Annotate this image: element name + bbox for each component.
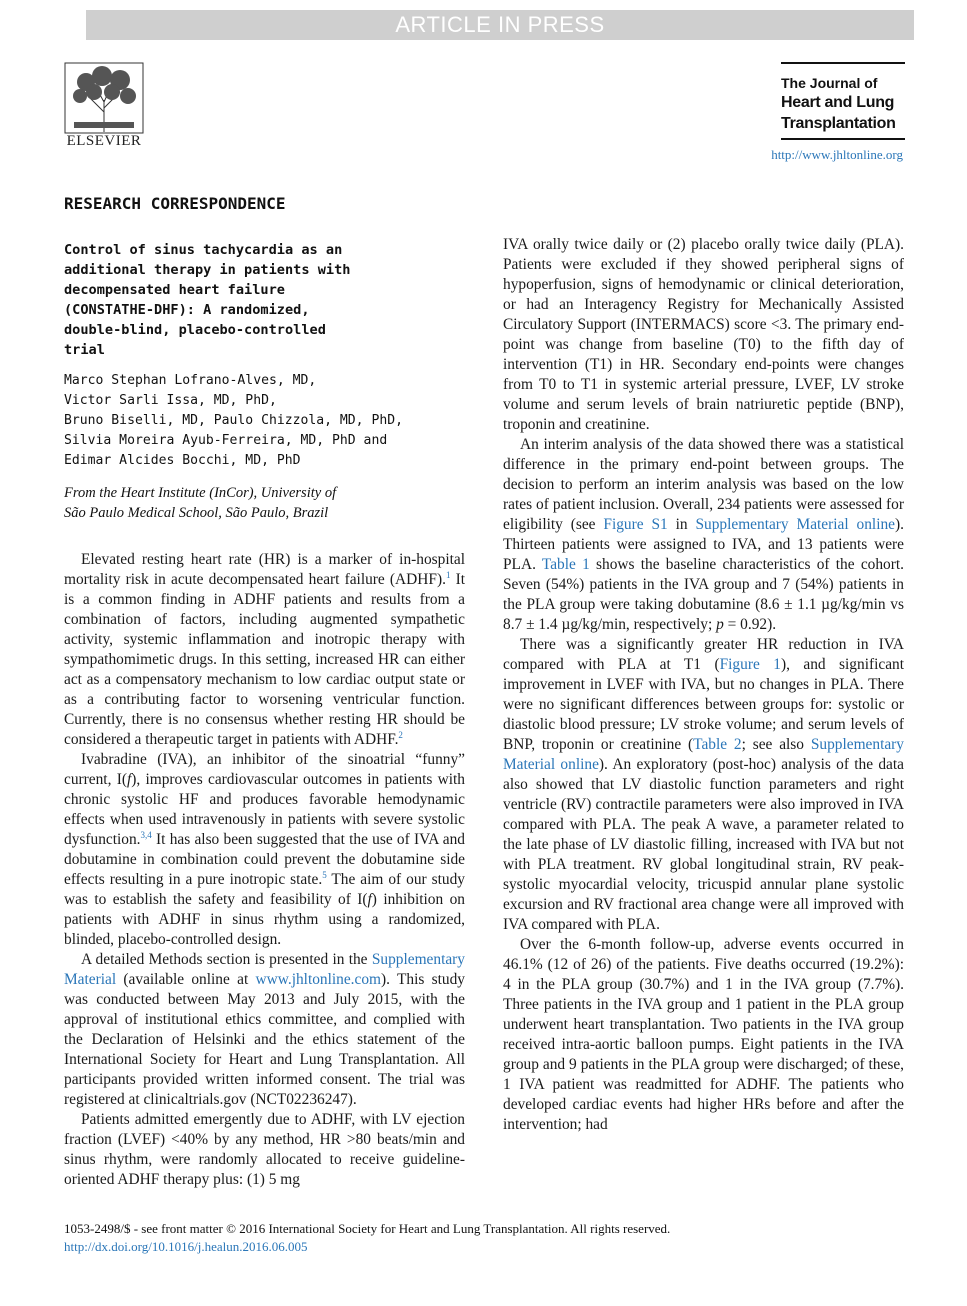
body-paragraph: [64, 950, 465, 1110]
text-run: An interim analysis of the data showed there was a statistical difference in the primary end-point between groups. The decision to perform an interim analysis was based on the low rates of patient inclusion. Overall, 234 patients were assessed for eligibility (see: [503, 436, 904, 533]
text-run: IVA orally twice daily or (2) placebo orally twice daily (PLA). Patients were excluded if they showed peripheral signs of hypoperfusion, signs of hemodynamic or clinical deterioration, or had an Interagency Registry for Mechanically Assisted Circulatory Support (INTERMACS) score <3. The primary end-point was change from baseline (T0) to the fifth day of intervention (T1) in HR. Secondary end-points were changes from T0 to T1 in systemic arterial pressure, LVEF, LV stroke volume and serum levels of brain natriuretic peptide (BNP), troponin and creatinine.: [503, 236, 904, 433]
text-run: ), improves cardiovascular outcomes in patients with chronic systolic HF and produces favorable hemodynamic effects when used intravenously in patients with severe systolic dysfunction.: [64, 771, 465, 848]
author-line: Silvia Moreira Ayub-Ferreira, MD, PhD and: [64, 433, 388, 448]
table-1-link[interactable]: Table 1: [541, 556, 590, 573]
body-paragraph: [503, 435, 904, 635]
supplementary-material-link[interactable]: Supplementary Material: [64, 951, 465, 988]
text-run: shows the baseline characteristics of the cohort. Seven (54%) patients in the IVA group and 7 (54%) patients in the PLA group were taking dobutamine (8.6 ± 1.1 µg/kg/min vs 8.7 ± 1.4 µg/kg/min, respectively;: [503, 556, 904, 633]
reference-link[interactable]: 1: [445, 570, 451, 580]
title-line: decompensated heart failure: [64, 282, 285, 298]
body-paragraph: [64, 550, 465, 750]
title-line: Control of sinus tachycardia as an: [64, 242, 343, 258]
supplementary-material-online-link[interactable]: Supplementary Material online: [695, 516, 895, 533]
body-paragraph: [503, 235, 904, 435]
supplementary-material-online-link[interactable]: Supplementary Material online: [503, 736, 904, 773]
text-run: Over the 6-month follow-up, adverse events occurred in 46.1% (12 of 26) of the patients. Five deaths occurred (19.2%): 4 in the PLA group (30.7%) and 1 in the IVA group (7.7%). Three patients in the IVA group and 1 patient in the PLA group underwent heart transplantation. Two patients in the IVA group received intra-aortic balloon pumps. Eight patients in the IVA group and 9 patients in the PLA group were discharged; of these, 1 IVA patient was readmitted for ADHF. The patients who developed cardiac events had higher HRs before and after the intervention; had: [503, 936, 904, 1133]
reference-link[interactable]: 3,4: [140, 830, 152, 840]
title-line: (CONSTATHE-DHF): A randomized,: [64, 302, 310, 318]
text-run: There was a significantly greater HR reduction in IVA compared with PLA at T1 (: [503, 636, 904, 673]
text-run: in: [667, 516, 696, 533]
right-body-text: [503, 235, 904, 1135]
reference-link[interactable]: 2: [398, 730, 403, 740]
text-run: ; see also: [741, 736, 811, 753]
author-line: Victor Sarli Issa, MD, PhD,: [64, 393, 277, 408]
body-paragraph: [503, 635, 904, 935]
affiliation-line: São Paulo Medical School, São Paulo, Brazil: [64, 505, 329, 521]
publisher-name: ELSEVIER: [66, 133, 142, 149]
doi-link[interactable]: http://dx.doi.org/10.1016/j.healun.2016.06.005: [64, 1239, 308, 1254]
italic-symbol: f: [126, 771, 132, 788]
journal-url-link[interactable]: http://www.jhltonline.org: [771, 147, 903, 162]
text-run: ) inhibition on patients with ADHF in sinus rhythm using a randomized, blinded, placebo-controlled design.: [64, 891, 465, 948]
affiliation: [64, 483, 465, 523]
journal-title-line-3: Transplantation: [781, 115, 896, 132]
text-run: ). Thirteen patients were assigned to IVA, and 13 patients were PLA.: [503, 516, 904, 573]
journal-title-line-1: The Journal of: [781, 75, 878, 91]
figure-s1-link[interactable]: Figure S1: [603, 516, 668, 533]
text-run: ). This study was conducted between May 2013 and July 2015, with the approval of institutional ethics committee, and complied with the Declaration of Helsinki and the ethics statement of the International Society for Heart and Lung Transplantation. All participants provided written informed consent. The trial was registered at clinicaltrials.gov (NCT02236247).: [64, 971, 465, 1108]
figure-1-link[interactable]: Figure 1: [719, 656, 781, 673]
copyright-line: 1053-2498/$ - see front matter © 2016 International Society for Heart and Lung Transplantation. All rights reserved.: [64, 1221, 671, 1236]
journal-title-line-2: Heart and Lung: [781, 94, 895, 111]
author-line: Bruno Biselli, MD, Paulo Chizzola, MD, PhD,: [64, 413, 403, 428]
text-run: Elevated resting heart rate (HR) is a marker of in-hospital mortality risk in acute decompensated heart failure (ADHF).: [64, 551, 465, 588]
page-footer: [64, 1220, 904, 1256]
affiliation-line: From the Heart Institute (InCor), University of: [64, 485, 337, 501]
left-column: [64, 240, 465, 1190]
text-run: It is a common finding in ADHF patients and results from a combination of factors, including augmented sympathetic activity, systemic inflammation and inotropic therapy with sympathomimetic drugs. In this setting, increased HR can either act as a compensatory mechanism to low cardiac output state or as a contributing factor to worsening ventricular function. Currently, there is no consensus whether resting HR should be considered a therapeutic target in patients with ADHF.: [64, 571, 466, 748]
author-line: Marco Stephan Lofrano-Alves, MD,: [64, 373, 317, 388]
text-run: Patients admitted emergently due to ADHF, with LV ejection fraction (LVEF) <40% by any method, HR >80 beats/min and sinus rhythm, were randomly allocated to receive guideline-oriented ADHF therapy plus: (1) 5 mg: [64, 1111, 465, 1188]
table-2-link[interactable]: Table 2: [693, 736, 742, 753]
jhltonline-link[interactable]: www.jhltonline.com: [255, 971, 382, 988]
author-list: [64, 371, 465, 471]
text-run: Ivabradine (IVA), an inhibitor of the sinoatrial “funny” current, I(: [64, 751, 465, 788]
reference-link[interactable]: 5: [322, 870, 327, 880]
journal-masthead: [781, 62, 905, 140]
text-run: The aim of our study was to establish the safety and feasibility of I(: [64, 871, 465, 908]
italic-symbol: f: [367, 891, 372, 908]
section-label: RESEARCH CORRESPONDENCE: [64, 194, 286, 213]
italic-symbol: p: [716, 616, 724, 633]
text-run: = 0.92).: [723, 616, 777, 633]
article-title: [64, 240, 364, 360]
right-column: [503, 235, 904, 1135]
text-run: ), and significant improvement in LVEF with IVA, but no changes in PLA. There were no significant differences between groups for: systolic or diastolic blood pressure; LV stroke volume; and serum levels of BNP, troponin or creatinine (: [503, 656, 905, 753]
text-run: It has also been suggested that the use of IVA and dobutamine in combination could prevent the dobutamine side effects resulting in a pure inotropic state.: [64, 831, 465, 888]
text-run: ). An exploratory (post-hoc) analysis of the data also showed that LV diastolic function parameters and right ventricle (RV) contractile parameters were also improved in IVA compared with PLA. The peak A wave, a parameter related to the late phase of LV diastolic filling, increased with IVA but not with PLA treatment. RV global longitudinal strain, RV peak-systolic myocardial velocity, tricuspid annular plane systolic excursion and RV fractional area change were all improved with IVA compared with PLA.: [503, 756, 904, 933]
title-line: double-blind, placebo-controlled trial: [64, 322, 326, 358]
article-in-press-banner: ARTICLE IN PRESS: [86, 10, 914, 40]
text-run: A detailed Methods section is presented in the: [81, 951, 372, 968]
text-run: (available online at: [116, 971, 256, 988]
author-line: Edimar Alcides Bocchi, MD, PhD: [64, 453, 301, 468]
body-paragraph: [64, 1110, 465, 1190]
body-paragraph: [503, 935, 904, 1135]
body-paragraph: [64, 750, 465, 950]
title-line: additional therapy in patients with: [64, 262, 351, 278]
left-body-text: [64, 550, 465, 1190]
